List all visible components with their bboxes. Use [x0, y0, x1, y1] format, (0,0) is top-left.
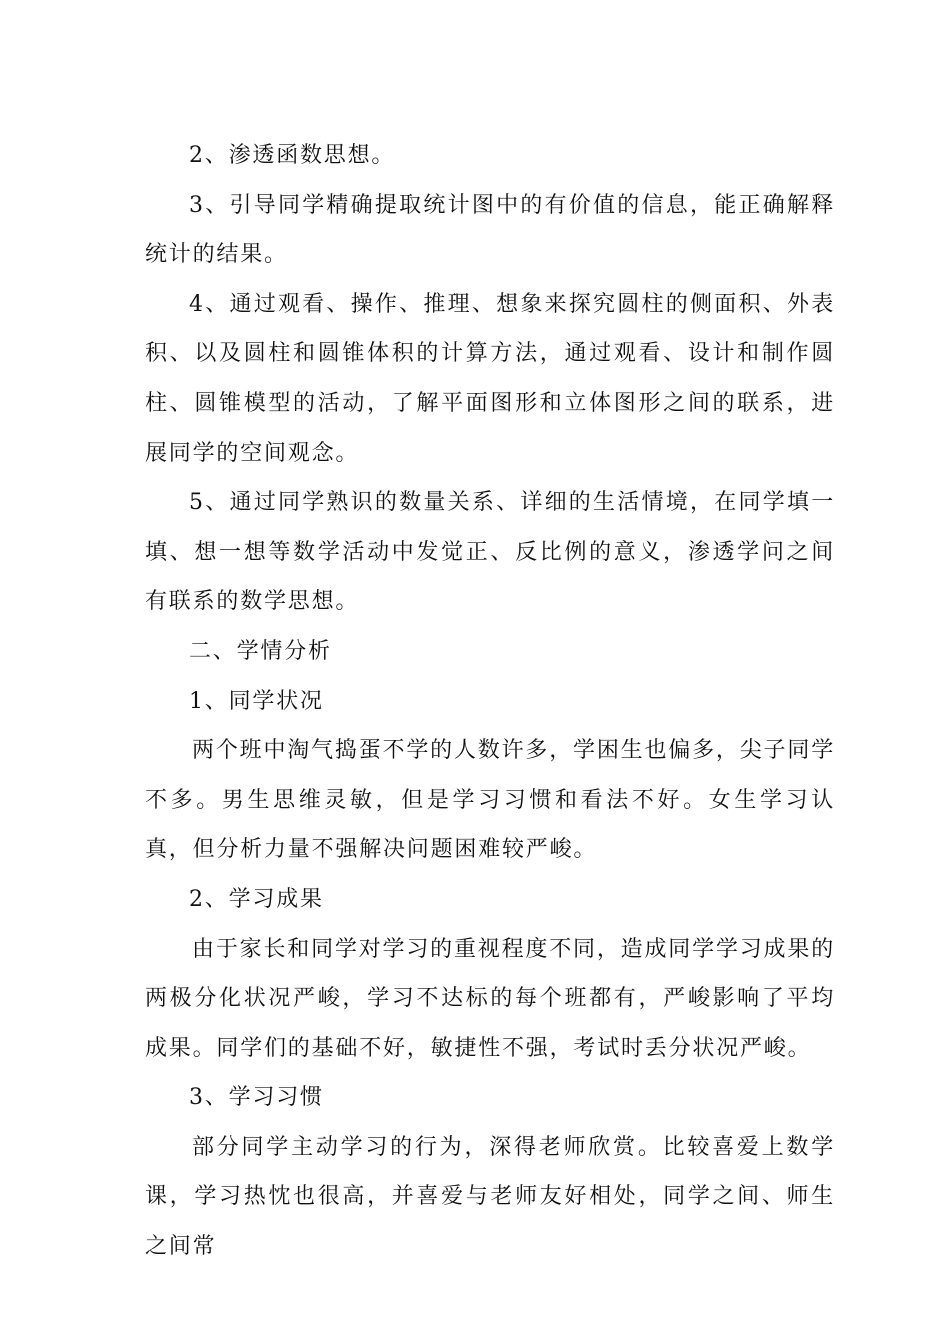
section-heading-learning-analysis: 二、学情分析 — [189, 638, 332, 664]
paragraph-student-situation: 两个班中淘气捣蛋不学的人数许多，学困生也偏多，尖子同学不多。男生思维灵敏，但是学习习惯和看法不好。女生学习认真，但分析力量不强解决问题困难较严峻。 — [145, 738, 835, 863]
subheading-student-situation: 1、同学状况 — [189, 688, 324, 714]
paragraph-learning-habits: 部分同学主动学习的行为，深得老师欣赏。比较喜爱上数学课，学习热忱也很高，并喜爱与老师友好相处，同学之间、师生之间常 — [145, 1134, 835, 1260]
paragraph-learning-results: 由于家长和同学对学习的重视程度不同，造成同学学习成果的两极分化状况严峻，学习不达标的每个班都有，严峻影响了平均成果。同学们的基础不好，敏捷性不强，考试时丢分状况严峻。 — [145, 936, 835, 1061]
paragraph-statistics-graph: 3、引导同学精确提取统计图中的有价值的信息，能正确解释统计的结果。 — [145, 192, 835, 268]
paragraph-proportion: 5、通过同学熟识的数量关系、详细的生活情境，在同学填一填、想一想等数学活动中发觉正、反比例的意义，渗透学问之间有联系的数学思想。 — [145, 490, 835, 615]
paragraph-function-thinking: 2、渗透函数思想。 — [189, 143, 396, 168]
document-body — [145, 131, 835, 1272]
subheading-learning-results: 2、学习成果 — [189, 886, 324, 912]
subheading-learning-habits: 3、学习习惯 — [189, 1085, 324, 1111]
paragraph-cylinder-cone: 4、通过观看、操作、推理、想象来探究圆柱的侧面积、外表积、以及圆柱和圆锥体积的计算方法，通过观看、设计和制作圆柱、圆锥模型的活动，了解平面图形和立体图形之间的联系，进展同学的空间观念。 — [145, 291, 835, 466]
